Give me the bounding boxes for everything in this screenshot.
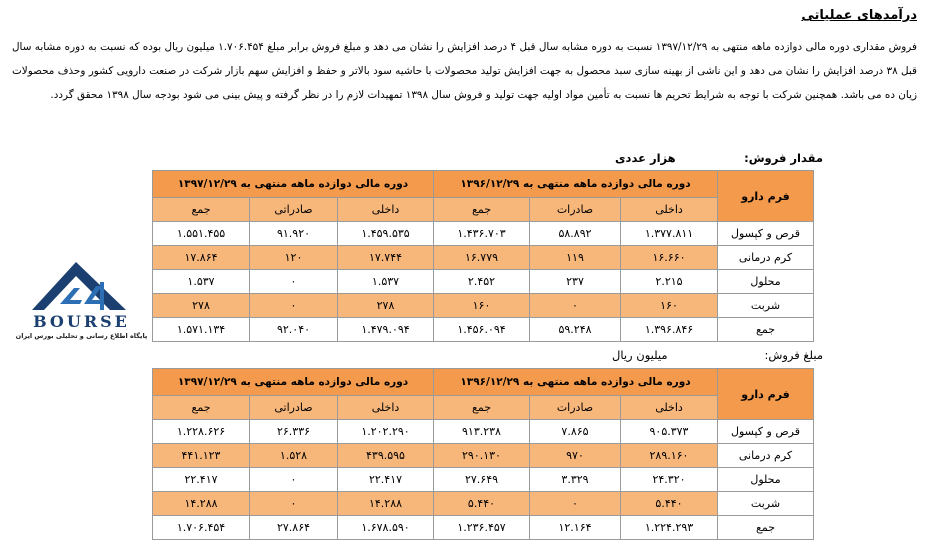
cell: ۵۹.۲۴۸ — [530, 318, 621, 342]
cell: ۱.۵۳۷ — [338, 270, 434, 294]
cell: ۰ — [250, 492, 338, 516]
cell: ۱.۵۵۱.۴۵۵ — [153, 222, 250, 246]
row-label: قرص و کپسول — [718, 222, 814, 246]
row-label: کرم درمانی — [718, 444, 814, 468]
cell: ۱۴.۲۸۸ — [153, 492, 250, 516]
cell: ۲۴.۳۲۰ — [621, 468, 718, 492]
period-1397-header: دوره مالی دوازده ماهه منتهی به ۱۳۹۷/۱۲/۲۹ — [153, 171, 434, 198]
row-label: قرص و کپسول — [718, 420, 814, 444]
cell: ۵.۴۴۰ — [434, 492, 530, 516]
cell: ۵۸.۸۹۲ — [530, 222, 621, 246]
cell: ۱.۵۷۱.۱۳۴ — [153, 318, 250, 342]
subheader: صادرات — [530, 396, 621, 420]
logo-wordmark: BOURSE — [33, 312, 130, 331]
sales-amount-table — [152, 368, 814, 540]
row-label: شربت — [718, 492, 814, 516]
cell: ۱.۲۲۴.۲۹۳ — [621, 516, 718, 540]
cell: ۹۱.۹۲۰ — [250, 222, 338, 246]
form-header: فرم دارو — [718, 369, 814, 420]
table-total-row — [153, 318, 814, 342]
cell: ۹۰۵.۳۷۳ — [621, 420, 718, 444]
table1-unit: هزار عددی — [615, 151, 676, 165]
cell: ۱۷.۷۴۴ — [338, 246, 434, 270]
subheader: داخلی — [621, 396, 718, 420]
subheader: داخلی — [621, 198, 718, 222]
table1-caption: مقدار فروش: — [744, 151, 823, 165]
cell: ۱.۴۷۹.۰۹۴ — [338, 318, 434, 342]
cell: ۹۲.۰۴۰ — [250, 318, 338, 342]
subheader: صادراتی — [250, 396, 338, 420]
cell: ۱.۴۵۶.۰۹۴ — [434, 318, 530, 342]
cell: ۹۷۰ — [530, 444, 621, 468]
subheader: جمع — [434, 396, 530, 420]
table-row — [153, 492, 814, 516]
cell: ۱.۴۳۶.۷۰۳ — [434, 222, 530, 246]
cell: ۲.۲۱۵ — [621, 270, 718, 294]
table-row — [153, 444, 814, 468]
cell: ۱۶۰ — [621, 294, 718, 318]
cell: ۱.۶۷۸.۵۹۰ — [338, 516, 434, 540]
section-paragraph: فروش مقداری دوره مالی دوازده ماهه منتهی به ۱۳۹۷/۱۲/۲۹ نسبت به دوره مشابه سال قبل ۴ درصد افزایش را نشان می دهد و مبلغ فروش برابر مبلغ ۱.۷۰۶.۴۵۴ میلیون ریال بوده که نسبت به دوره مشابه سال قبل ۳۸ درصد افزایش را نشان می دهد و این ناشی از بهینه سازی سبد محصول به جهت افزایش تولید محصولات با حاشیه سود بالاتر و حفظ و افزایش سهم بازار شرکت در صنعت دارویی کشور وحذف محصولات زیان ده می باشد. همچنین شرکت با توجه به شرایط تحریم ها نسبت به تأمین مواد اولیه جهت تولید و فروش سال ۱۳۹۸ تمهیدات لازم را در نظر گرفته و پیش بینی می شود بودجه سال ۱۳۹۸ محقق گردد. — [12, 41, 918, 102]
cell: ۱۶۰ — [434, 294, 530, 318]
row-label: شربت — [718, 294, 814, 318]
row-label: جمع — [718, 318, 814, 342]
table2-unit: میلیون ریال — [612, 348, 668, 362]
subheader: داخلی — [338, 396, 434, 420]
table-row — [153, 246, 814, 270]
cell: ۲۲.۴۱۷ — [338, 468, 434, 492]
cell: ۲۸۹.۱۶۰ — [621, 444, 718, 468]
cell: ۳.۳۲۹ — [530, 468, 621, 492]
cell: ۲.۴۵۲ — [434, 270, 530, 294]
table-row — [153, 222, 814, 246]
cell: ۲۷۸ — [338, 294, 434, 318]
subheader: جمع — [153, 198, 250, 222]
cell: ۱.۳۹۶.۸۴۶ — [621, 318, 718, 342]
table-total-row — [153, 516, 814, 540]
subheader: صادرات — [530, 198, 621, 222]
subheader: داخلی — [338, 198, 434, 222]
cell: ۱۶.۶۶۰ — [621, 246, 718, 270]
form-header: فرم دارو — [718, 171, 814, 222]
cell: ۲۲.۴۱۷ — [153, 468, 250, 492]
cell: ۱.۵۲۸ — [250, 444, 338, 468]
cell: ۲۷.۸۶۴ — [250, 516, 338, 540]
cell: ۴۳۹.۵۹۵ — [338, 444, 434, 468]
cell: ۱.۲۳۶.۴۵۷ — [434, 516, 530, 540]
row-label: جمع — [718, 516, 814, 540]
table2-caption: مبلغ فروش: — [764, 348, 823, 362]
cell: ۰ — [250, 468, 338, 492]
cell: ۱.۲۲۸.۶۲۶ — [153, 420, 250, 444]
table-row — [153, 270, 814, 294]
table-row — [153, 294, 814, 318]
cell: ۱.۴۵۹.۵۳۵ — [338, 222, 434, 246]
cell: ۲۷۸ — [153, 294, 250, 318]
cell: ۵.۴۴۰ — [621, 492, 718, 516]
cell: ۲۷.۶۴۹ — [434, 468, 530, 492]
cell: ۴۴۱.۱۲۳ — [153, 444, 250, 468]
cell: ۱۲۰ — [250, 246, 338, 270]
logo-subtitle: پایگاه اطلاع رسانی و تحلیلی بورس ایران — [15, 332, 148, 340]
section-heading: درآمدهای عملیاتی — [801, 8, 917, 23]
cell: ۱۷.۸۶۴ — [153, 246, 250, 270]
cell: ۰ — [250, 294, 338, 318]
cell: ۱.۳۷۷.۸۱۱ — [621, 222, 718, 246]
cell: ۲۹۰.۱۳۰ — [434, 444, 530, 468]
period-1397-header: دوره مالی دوازده ماهه منتهی به ۱۳۹۷/۱۲/۲۹ — [153, 369, 434, 396]
cell: ۱.۲۰۲.۲۹۰ — [338, 420, 434, 444]
cell: ۱۱۹ — [530, 246, 621, 270]
period-1396-header: دوره مالی دوازده ماهه منتهی به ۱۳۹۶/۱۲/۲۹ — [434, 171, 718, 198]
cell: ۲۳۷ — [530, 270, 621, 294]
cell: ۲۶.۳۳۶ — [250, 420, 338, 444]
row-label: کرم درمانی — [718, 246, 814, 270]
cell: ۹۱۳.۲۳۸ — [434, 420, 530, 444]
subheader: جمع — [153, 396, 250, 420]
cell: ۱۴.۲۸۸ — [338, 492, 434, 516]
table-row — [153, 420, 814, 444]
row-label: محلول — [718, 468, 814, 492]
cell: ۷.۸۶۵ — [530, 420, 621, 444]
period-1396-header: دوره مالی دوازده ماهه منتهی به ۱۳۹۶/۱۲/۲۹ — [434, 369, 718, 396]
sales-quantity-table — [152, 170, 814, 342]
table-row — [153, 468, 814, 492]
cell: ۰ — [250, 270, 338, 294]
cell: ۰ — [530, 294, 621, 318]
cell: ۱۲.۱۶۴ — [530, 516, 621, 540]
cell: ۱.۷۰۶.۴۵۴ — [153, 516, 250, 540]
cell: ۰ — [530, 492, 621, 516]
row-label: محلول — [718, 270, 814, 294]
subheader: جمع — [434, 198, 530, 222]
cell: ۱.۵۳۷ — [153, 270, 250, 294]
cell: ۱۶.۷۷۹ — [434, 246, 530, 270]
subheader: صادراتی — [250, 198, 338, 222]
